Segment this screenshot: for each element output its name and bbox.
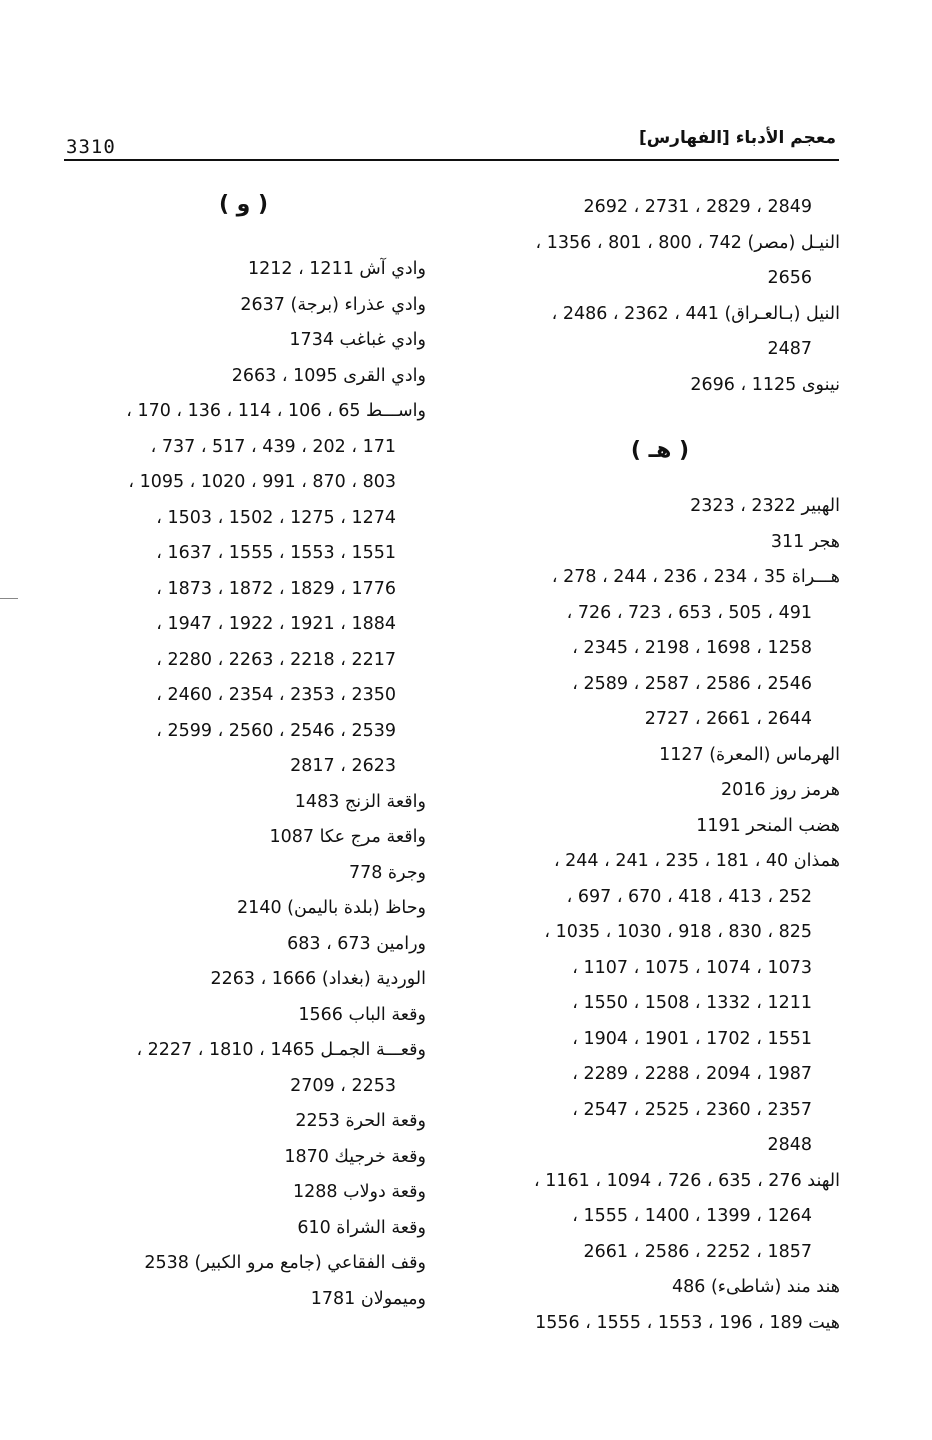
index-line: وقعة دولاب 1288 bbox=[292, 1182, 426, 1202]
index-line: وادي غباغب 1734 bbox=[289, 330, 426, 350]
index-line: 1264 ، 1399 ، 1400 ، 1555 ، bbox=[572, 1206, 812, 1226]
index-line: وقعة الحرة 2253 bbox=[295, 1111, 426, 1131]
page-header bbox=[64, 128, 836, 158]
index-line: النيـل (مصر) 742 ، 800 ، 801 ، 1356 ، bbox=[535, 232, 840, 253]
index-line: وحاظ (بلدة باليمن) 2140 bbox=[237, 898, 426, 918]
index-line: 2539 ، 2546 ، 2560 ، 2599 ، bbox=[156, 720, 396, 741]
index-line: هجر 311 bbox=[770, 531, 840, 552]
page-number: 3310 bbox=[66, 136, 116, 158]
index-line: 803 ، 870 ، 991 ، 1020 ، 1095 ، bbox=[128, 472, 396, 492]
index-line: واقعة مرج عكا 1087 bbox=[269, 827, 426, 847]
index-line: واســـط 65 ، 106 ، 114 ، 136 ، 170 ، bbox=[126, 401, 426, 421]
index-line: 171 ، 202 ، 439 ، 517 ، 737 ، bbox=[150, 436, 396, 457]
index-line: النيل (بـالعـراق) 441 ، 2362 ، 2486 ، bbox=[551, 303, 840, 324]
index-line: وادي آش 1211 ، 1212 bbox=[247, 259, 426, 279]
index-line: 2487 bbox=[767, 339, 812, 359]
index-line: هضب المنحر 1191 bbox=[696, 815, 840, 836]
index-line: 2357 ، 2360 ، 2525 ، 2547 ، bbox=[572, 1099, 812, 1120]
index-line: وقعـــة الجمـل 1465 ، 1810 ، 2227 ، bbox=[136, 1040, 426, 1060]
margin-mark bbox=[0, 598, 18, 599]
index-line: هـــراة 35 ، 234 ، 236 ، 244 ، 278 ، bbox=[551, 567, 840, 587]
index-line: 825 ، 830 ، 918 ، 1030 ، 1035 ، bbox=[544, 922, 812, 942]
index-line: همذان 40 ، 181 ، 235 ، 241 ، 244 ، bbox=[553, 851, 840, 871]
index-line: وقف الفقاعي (جامع مرو الكبير) 2538 bbox=[144, 1253, 426, 1273]
index-line: 1551 ، 1702 ، 1901 ، 1904 ، bbox=[572, 1028, 812, 1049]
header-rule bbox=[64, 159, 839, 161]
section-heading-ha: ( هـ ) bbox=[630, 438, 690, 463]
index-line: 1857 ، 2252 ، 2586 ، 2661 bbox=[583, 1241, 812, 1262]
index-line: 2546 ، 2586 ، 2587 ، 2589 ، bbox=[572, 673, 812, 694]
index-line: الهبير 2322 ، 2323 bbox=[690, 496, 840, 516]
index-line: وادي عذراء (برجة) 2637 bbox=[240, 294, 426, 315]
index-line: 2217 ، 2218 ، 2263 ، 2280 ، bbox=[156, 649, 396, 670]
index-line: 1987 ، 2094 ، 2288 ، 2289 ، bbox=[572, 1064, 812, 1084]
index-line: الوردية (بغداد) 1666 ، 2263 bbox=[210, 969, 426, 989]
index-line: هرمز روز 2016 bbox=[721, 780, 840, 800]
index-line: 1258 ، 1698 ، 2198 ، 2345 ، bbox=[572, 638, 812, 658]
index-line: وجرة 778 bbox=[348, 862, 426, 883]
section-heading-waw: ( و ) bbox=[218, 192, 269, 217]
index-line: 2623 ، 2817 bbox=[290, 756, 396, 776]
index-line: 1551 ، 1553 ، 1555 ، 1637 ، bbox=[156, 543, 396, 563]
index-line: الهرماس (المعرة) 1127 bbox=[659, 744, 840, 765]
index-line: ورامين 673 ، 683 bbox=[287, 933, 426, 954]
index-line: 1274 ، 1275 ، 1502 ، 1503 ، bbox=[156, 507, 396, 528]
section-gap bbox=[480, 403, 840, 431]
index-line: وادي القرى 1095 ، 2663 bbox=[231, 365, 426, 386]
index-line: 2350 ، 2353 ، 2354 ، 2460 ، bbox=[156, 685, 396, 705]
index-line: 2848 bbox=[767, 1135, 812, 1155]
index-line: 1073 ، 1074 ، 1075 ، 1107 ، bbox=[572, 957, 812, 978]
index-line: وقعة الباب 1566 bbox=[298, 1004, 426, 1025]
index-line: 1211 ، 1332 ، 1508 ، 1550 ، bbox=[572, 993, 812, 1013]
index-line: 252 ، 413 ، 418 ، 670 ، 697 ، bbox=[566, 886, 812, 907]
index-line: وقعة خرجيك 1870 bbox=[284, 1146, 426, 1167]
index-line: الهند 276 ، 635 ، 726 ، 1094 ، 1161 ، bbox=[534, 1170, 840, 1191]
index-line: واقعة الزنج 1483 bbox=[294, 791, 426, 812]
running-title: معجم الأدباء [الفهارس] bbox=[638, 128, 836, 148]
index-line: 2253 ، 2709 bbox=[290, 1075, 396, 1096]
index-line: 2656 bbox=[767, 268, 812, 288]
index-line: 2644 ، 2661 ، 2727 bbox=[644, 709, 812, 729]
index-line: وميمولان 1781 bbox=[310, 1288, 426, 1309]
left-column bbox=[61, 190, 426, 1317]
index-line: 1884 ، 1921 ، 1922 ، 1947 ، bbox=[156, 614, 396, 634]
index-line: 491 ، 505 ، 653 ، 723 ، 726 ، bbox=[566, 602, 812, 623]
index-line: 1776 ، 1829 ، 1872 ، 1873 ، bbox=[156, 578, 396, 599]
index-line: 2849 ، 2829 ، 2731 ، 2692 bbox=[583, 197, 812, 217]
right-column bbox=[480, 190, 840, 1341]
index-line: نينوى 1125 ، 2696 bbox=[690, 374, 840, 395]
index-line: هيت 189 ، 196 ، 1553 ، 1555 ، 1556 bbox=[535, 1312, 840, 1333]
index-line: وقعة الشراة 610 bbox=[297, 1217, 426, 1238]
index-line: هند مند (شاطىء) 486 bbox=[671, 1277, 840, 1297]
